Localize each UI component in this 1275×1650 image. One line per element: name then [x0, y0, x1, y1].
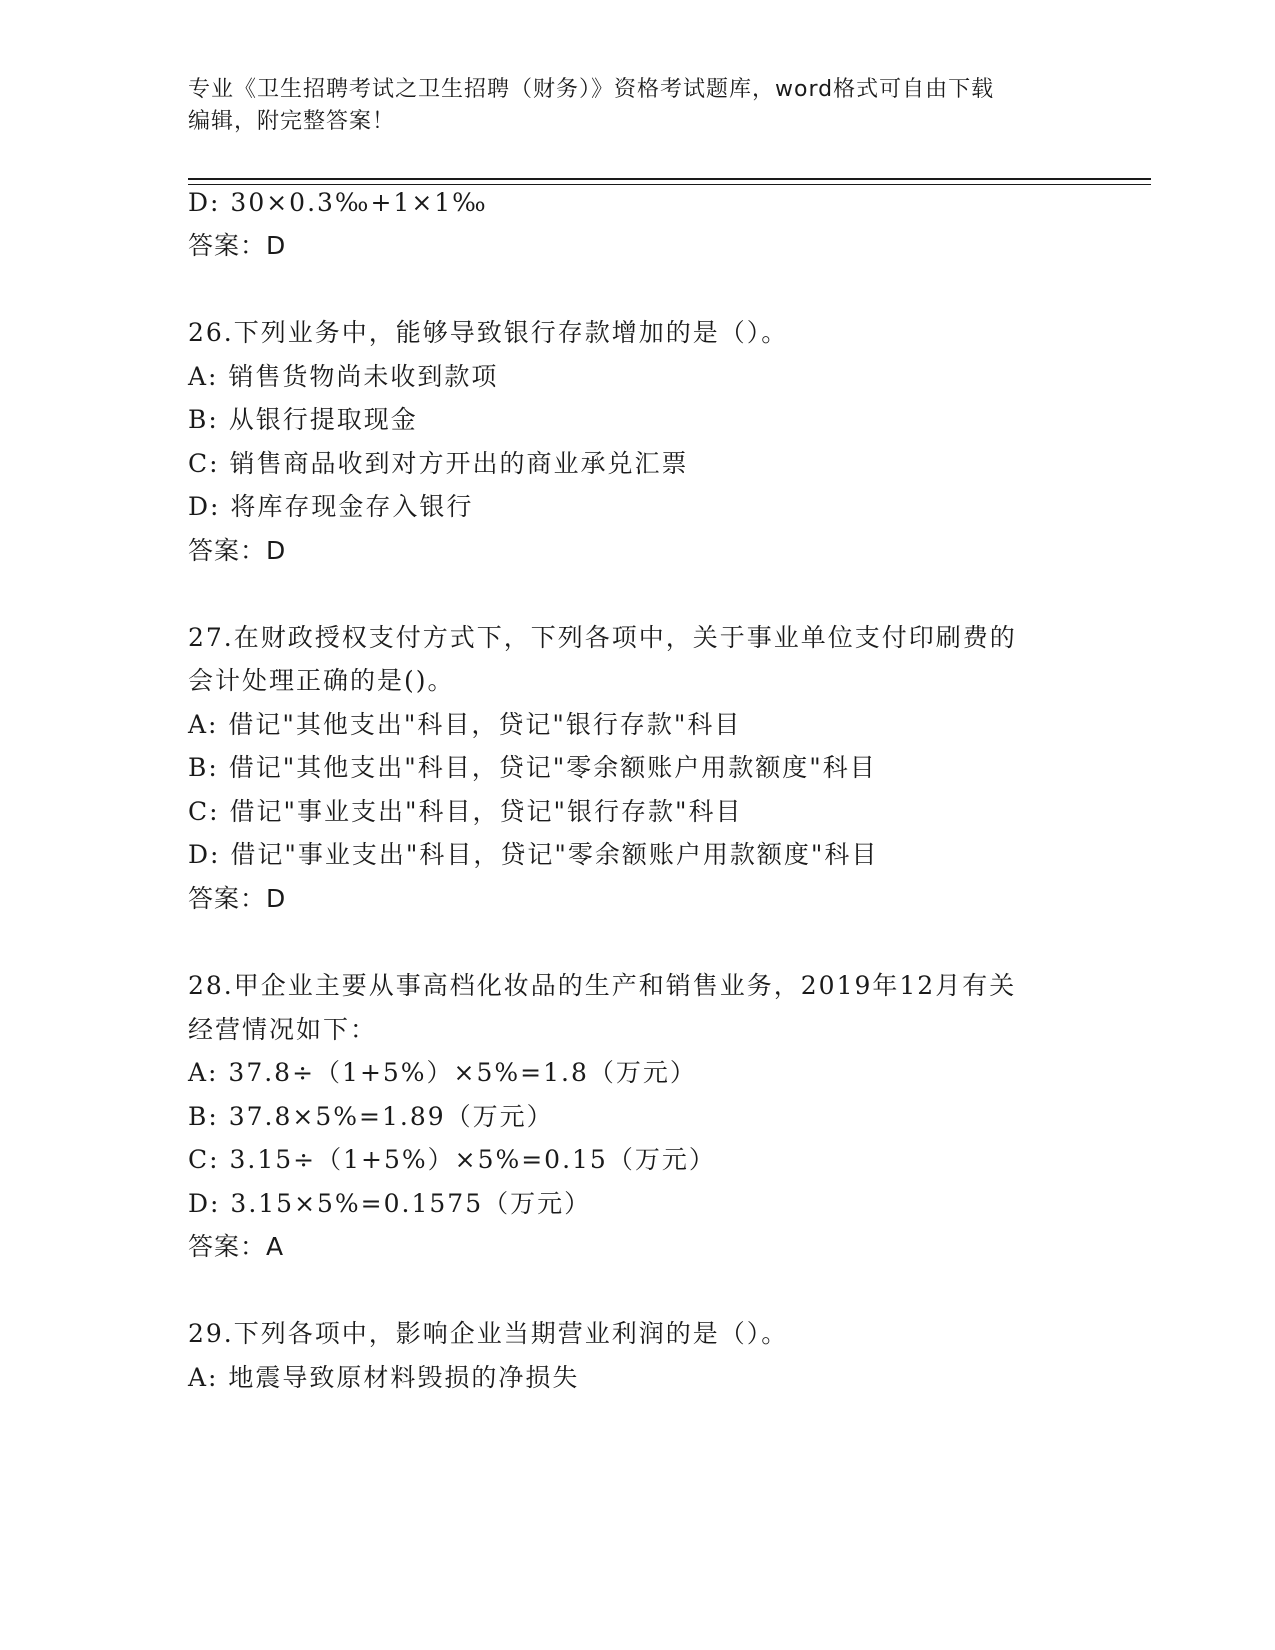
q28-option-a: A: 37.8÷（1+5%）×5%=1.8（万元）	[188, 1058, 697, 1087]
header-divider-thick	[188, 178, 1151, 180]
answer-28: 答案：A	[188, 1232, 285, 1261]
header-line-2: 编辑，附完整答案！	[188, 109, 396, 134]
q28-option-d: D: 3.15×5%=0.1575（万元）	[188, 1189, 592, 1218]
q27-option-b: B: 借记"其他支出"科目，贷记"零余额账户用款额度"科目	[188, 753, 877, 782]
q28-option-c: C: 3.15÷（1+5%）×5%=0.15（万元）	[188, 1145, 716, 1174]
question-27-line-1: 27.在财政授权支付方式下，下列各项中，关于事业单位支付印刷费的	[188, 623, 1017, 652]
q26-option-b: B: 从银行提取现金	[188, 405, 418, 434]
q27-option-d: D: 借记"事业支出"科目，贷记"零余额账户用款额度"科目	[188, 840, 879, 869]
question-28-line-2: 经营情况如下：	[188, 1015, 378, 1044]
header-line-1: 专业《卫生招聘考试之卫生招聘（财务）》资格考试题库，word格式可自由下载	[188, 77, 995, 102]
q29-option-a: A: 地震导致原材料毁损的净损失	[188, 1363, 580, 1392]
q27-option-a: A: 借记"其他支出"科目，贷记"银行存款"科目	[188, 710, 742, 739]
question-28-line-1: 28.甲企业主要从事高档化妆品的生产和销售业务，2019年12月有关	[188, 971, 1017, 1000]
question-29: 29.下列各项中，影响企业当期营业利润的是（）。	[188, 1319, 789, 1348]
question-27-line-2: 会计处理正确的是()。	[188, 666, 455, 695]
header-divider-thin	[188, 184, 1151, 185]
question-26: 26.下列业务中，能够导致银行存款增加的是（）。	[188, 318, 789, 347]
q26-option-d: D: 将库存现金存入银行	[188, 492, 474, 521]
answer-26: 答案：D	[188, 536, 287, 565]
q27-option-c: C: 借记"事业支出"科目，贷记"银行存款"科目	[188, 797, 743, 826]
q28-option-b: B: 37.8×5%=1.89（万元）	[188, 1102, 554, 1131]
answer-27: 答案：D	[188, 884, 287, 913]
q26-option-c: C: 销售商品收到对方开出的商业承兑汇票	[188, 449, 689, 478]
q26-option-a: A: 销售货物尚未收到款项	[188, 362, 499, 391]
page-header	[188, 74, 1068, 138]
option-d-prev: D: 30×0.3‰+1×1‰	[188, 188, 488, 217]
answer-25: 答案：D	[188, 231, 287, 260]
